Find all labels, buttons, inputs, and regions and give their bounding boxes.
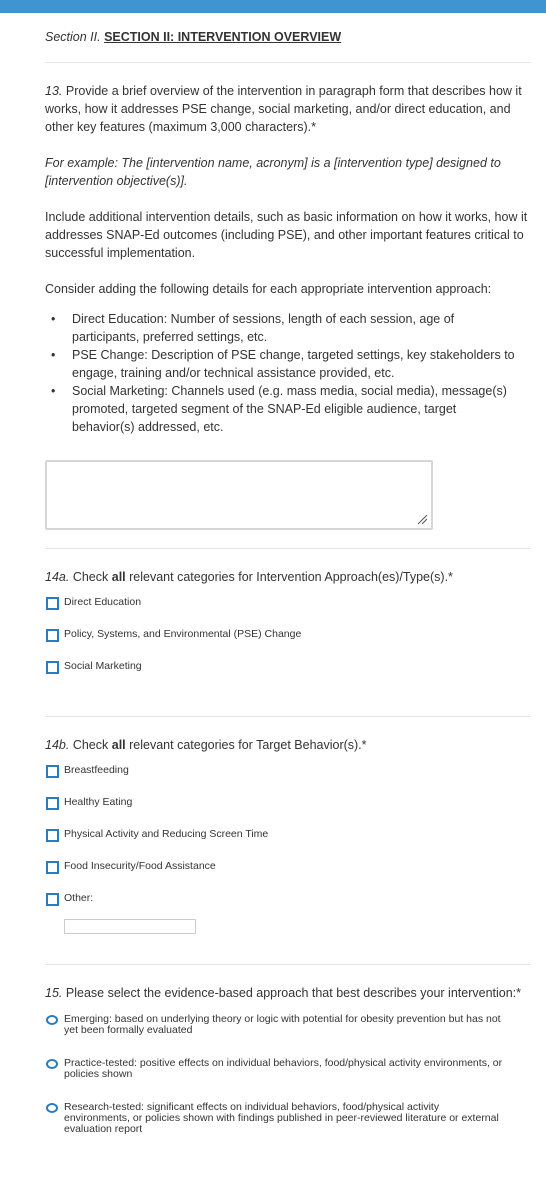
section-header — [45, 30, 341, 44]
question-13-include: Include additional intervention details, such as basic information on how it works, how it addresses SNAP-Ed outcomes (including PSE), and other important features critical to successful implementation. — [45, 210, 528, 260]
overview-textarea[interactable] — [45, 460, 433, 530]
list-item: • Direct Education: Number of sessions, length of each session, age of participants, preferred settings, etc. — [51, 312, 455, 344]
checkbox-icon[interactable] — [46, 765, 59, 778]
option-label: Practice-tested: positive effects on individual behaviors, food/physical activity environments, or policies shown — [64, 1057, 503, 1080]
question-15-prompt — [45, 984, 531, 1002]
checkbox-icon[interactable] — [46, 629, 59, 642]
checkbox-icon[interactable] — [46, 861, 59, 874]
radio-icon[interactable] — [46, 1059, 58, 1069]
divider — [45, 62, 531, 63]
question-13-prompt — [45, 82, 531, 136]
checkbox-icon[interactable] — [46, 797, 59, 810]
option-label: Direct Education — [64, 596, 142, 608]
option-label: Policy, Systems, and Environmental (PSE) Change — [64, 628, 302, 640]
question-number: 13. — [45, 84, 63, 98]
option-label: Healthy Eating — [64, 796, 133, 808]
section-title: SECTION II: INTERVENTION OVERVIEW — [104, 30, 342, 44]
divider — [45, 548, 531, 549]
section-number: Section II. — [45, 30, 101, 44]
question-13-example: For example: The [intervention name, acronym] is a [intervention type] designed to [intervention objective(s)]. — [45, 156, 501, 188]
approach-detail-list — [45, 310, 515, 436]
question-text: Provide a brief overview of the intervention in paragraph form that describes how it works, how it addresses PSE change, social marketing, and/or direct education, and other key features (maximum 3,000 characters).* — [45, 84, 522, 134]
question-number: 15. — [45, 986, 63, 1000]
list-item: • Social Marketing: Channels used (e.g. mass media, social media), message(s) promoted, targeted segment of the SNAP-Ed eligible audience, target behavior(s) addressed, etc. — [51, 384, 507, 434]
bullet-icon: • — [51, 384, 56, 398]
option-label: Breastfeeding — [64, 764, 129, 776]
radio-icon[interactable] — [46, 1103, 58, 1113]
other-text-input[interactable] — [64, 919, 196, 934]
option-label: Social Marketing — [64, 660, 142, 672]
question-14b-prompt: 14b. Check all relevant categories for Target Behavior(s).* — [45, 738, 367, 752]
checkbox-icon[interactable] — [46, 829, 59, 842]
question-14a-prompt: 14a. Check all relevant categories for Intervention Approach(es)/Type(s).* — [45, 570, 453, 584]
question-13-consider: Consider adding the following details for each appropriate intervention approach: — [45, 282, 492, 296]
question-text: Please select the evidence-based approach that best describes your intervention:* — [65, 986, 522, 1000]
top-bar — [0, 0, 546, 13]
resize-grip-icon[interactable] — [416, 513, 428, 525]
question-number: 14a. — [45, 570, 70, 584]
option-label: Other: — [64, 892, 94, 904]
question-number: 14b. — [45, 738, 70, 752]
option-label: Physical Activity and Reducing Screen Time — [64, 828, 269, 840]
list-item: • PSE Change: Description of PSE change, targeted settings, key stakeholders to engage, training and/or technical assistance provided, etc. — [51, 348, 515, 380]
divider — [45, 964, 531, 965]
divider — [45, 716, 531, 717]
option-label: Research-tested: significant effects on individual behaviors, food/physical activity environments, or policies shown with findings published in peer-reviewed literature or external evaluation report — [64, 1101, 499, 1135]
radio-icon[interactable] — [46, 1015, 58, 1025]
bullet-icon: • — [51, 348, 56, 362]
checkbox-icon[interactable] — [46, 893, 59, 906]
bullet-icon: • — [51, 312, 56, 326]
checkbox-icon[interactable] — [46, 661, 59, 674]
option-label: Food Insecurity/Food Assistance — [64, 860, 216, 872]
option-label: Emerging: based on underlying theory or logic with potential for obesity prevention but has not yet been formally evaluated — [64, 1013, 501, 1036]
checkbox-icon[interactable] — [46, 597, 59, 610]
